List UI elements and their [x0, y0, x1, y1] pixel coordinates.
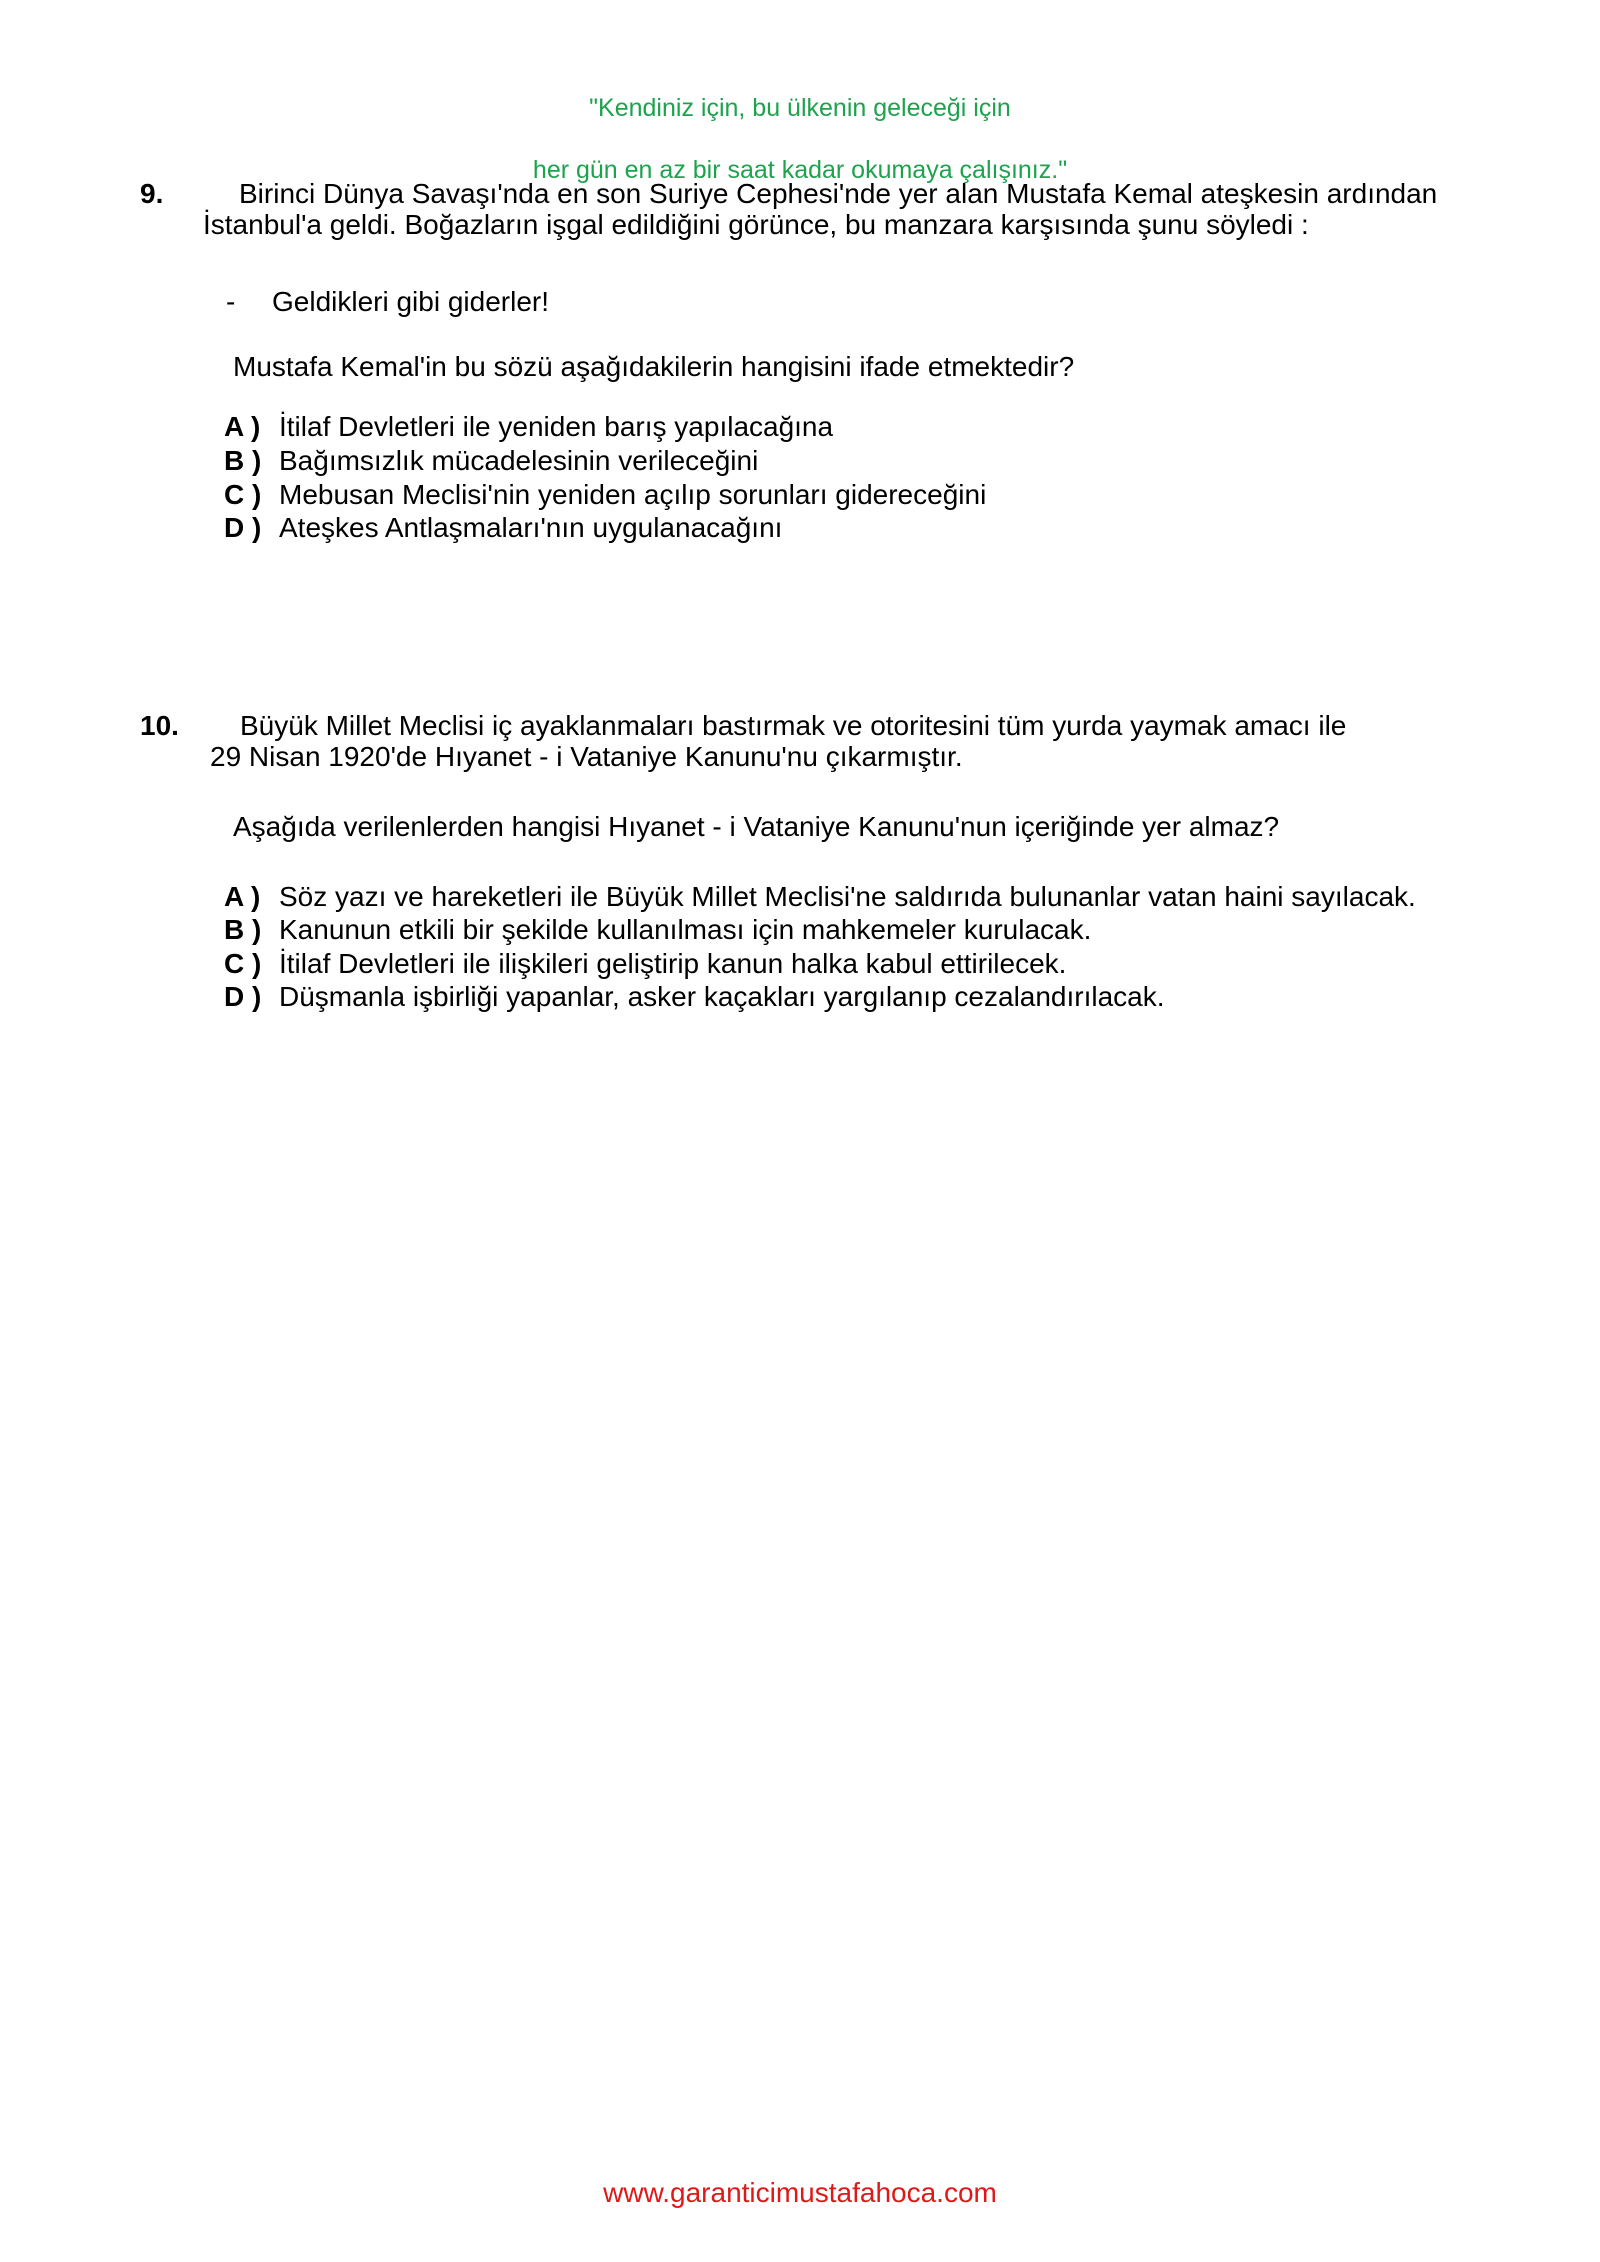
question-10-option-c-text: İtilaf Devletleri ile ilişkileri geliştirip kanun halka kabul ettirilecek.	[279, 948, 1067, 979]
question-9-option-a-text: İtilaf Devletleri ile yeniden barış yapılacağına	[279, 411, 834, 442]
question-9-option-c-text: Mebusan Meclisi'nin yeniden açılıp sorunları gidereceğini	[279, 479, 987, 510]
question-9-stem-line-2: İstanbul'a geldi. Boğazların işgal edildiğini görünce, bu manzara karşısında şunu söyledi :	[203, 209, 1309, 240]
question-10-option-a	[224, 883, 1416, 911]
header-quote-line-1: "Kendiniz için, bu ülkenin geleceği için	[589, 94, 1011, 122]
question-9-option-d-letter: D )	[224, 512, 262, 543]
question-9-prompt: Mustafa Kemal'in bu sözü aşağıdakilerin hangisini ifade etmektedir?	[233, 351, 1075, 382]
footer-website-url: www.garanticimustafahoca.com	[603, 2177, 997, 2208]
question-9-option-c	[224, 481, 986, 509]
question-10-option-b-text: Kanunun etkili bir şekilde kullanılması için mahkemeler kurulacak.	[279, 914, 1092, 945]
question-10-option-c	[224, 950, 1066, 978]
question-10-option-d	[224, 983, 1165, 1011]
question-10-stem-line-1: Büyük Millet Meclisi iç ayaklanmaları bastırmak ve otoritesini tüm yurda yaymak amacı ile	[240, 710, 1347, 741]
question-10-option-c-letter: C )	[224, 948, 262, 979]
question-10-option-b-letter: B )	[224, 914, 262, 945]
question-9-quote-dash: -	[226, 286, 236, 317]
question-10-number: 10.	[140, 710, 179, 741]
question-9-option-b-letter: B )	[224, 445, 262, 476]
question-10-option-a-text: Söz yazı ve hareketleri ile Büyük Millet Meclisi'ne saldırıda bulunanlar vatan haini sayılacak.	[279, 881, 1416, 912]
question-9-number: 9.	[140, 178, 164, 209]
question-10-option-a-letter: A )	[224, 881, 261, 912]
question-9-stem-line-1: Birinci Dünya Savaşı'nda en son Suriye Cephesi'nde yer alan Mustafa Kemal ateşkesin ardından	[239, 178, 1438, 209]
question-9-option-d	[224, 514, 782, 542]
question-10-option-d-letter: D )	[224, 981, 262, 1012]
question-10-prompt: Aşağıda verilenlerden hangisi Hıyanet - i Vataniye Kanunu'nun içeriğinde yer almaz?	[233, 811, 1280, 842]
question-9-option-b	[224, 447, 758, 475]
question-10-stem-line-2: 29 Nisan 1920'de Hıyanet - i Vataniye Kanunu'nu çıkarmıştır.	[210, 741, 963, 772]
question-10-option-b	[224, 916, 1091, 944]
question-9-option-a-letter: A )	[224, 411, 261, 442]
question-10-option-d-text: Düşmanla işbirliği yapanlar, asker kaçakları yargılanıp cezalandırılacak.	[279, 981, 1165, 1012]
question-9-option-a	[224, 413, 833, 441]
question-9-quote-text: Geldikleri gibi giderler!	[272, 286, 550, 317]
header-quote-line-2: her gün en az bir saat kadar okumaya çalışınız."	[532, 156, 1068, 184]
question-9-option-b-text: Bağımsızlık mücadelesinin verileceğini	[279, 445, 759, 476]
question-9-option-c-letter: C )	[224, 479, 262, 510]
question-9-option-d-text: Ateşkes Antlaşmaları'nın uygulanacağını	[279, 512, 783, 543]
